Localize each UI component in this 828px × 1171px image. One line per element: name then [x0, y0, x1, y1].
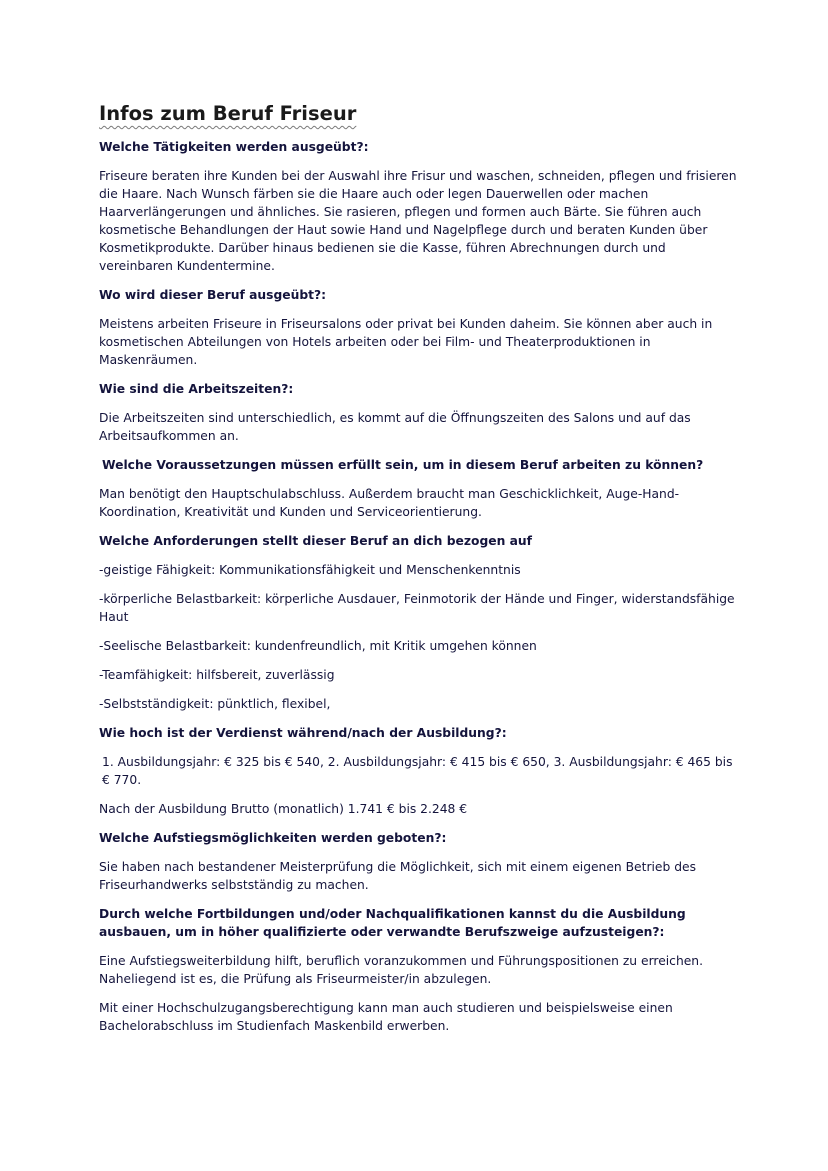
answer-activities: Friseure beraten ihre Kunden bei der Auswahl ihre Frisur und waschen, schneiden, pflegen und frisieren die Haare. Nach Wunsch färben sie die Haare auch oder legen Dauerwellen oder machen Haarverlängerungen und ähnliches. Sie rasieren, pflegen und formen auch Bärte. Sie führen auch kosmetische Behandlungen der Haut sowie Hand und Nagelpflege durch und beraten Kunden über Kosmetikprodukte. Darüber hinaus bedienen sie die Kasse, führen Abrechnungen durch und vereinbaren Kundentermine.	[99, 169, 737, 273]
answer-salary-after: Nach der Ausbildung Brutto (monatlich) 1.741 € bis 2.248 €	[99, 802, 468, 816]
question-salary: Wie hoch ist der Verdienst während/nach der Ausbildung?:	[99, 726, 507, 740]
demand-teamwork: -Teamfähigkeit: hilfsbereit, zuverlässig	[99, 668, 335, 682]
question-further-training: Durch welche Fortbildungen und/oder Nachqualifikationen kannst du die Ausbildung ausbauen, um in höher qualifizierte oder verwandte Berufszweige aufzusteigen?:	[99, 907, 686, 939]
answer-salary-training: 1. Ausbildungsjahr: € 325 bis € 540, 2. Ausbildungsjahr: € 415 bis € 650, 3. Ausbildungsjahr: € 465 bis € 770.	[102, 755, 733, 787]
document-page	[99, 100, 739, 1046]
question-career: Welche Aufstiegsmöglichkeiten werden geboten?:	[99, 831, 447, 845]
answer-further-training-2: Mit einer Hochschulzugangsberechtigung kann man auch studieren und beispielsweise einen Bachelorabschluss im Studienfach Maskenbild erwerben.	[99, 1001, 673, 1033]
question-working-hours: Wie sind die Arbeitszeiten?:	[99, 382, 294, 396]
answer-career: Sie haben nach bestandener Meisterprüfung die Möglichkeit, sich mit einem eigenen Betrieb des Friseurhandwerks selbstständig zu machen.	[99, 860, 696, 892]
answer-working-hours: Die Arbeitszeiten sind unterschiedlich, es kommt auf die Öffnungszeiten des Salons und auf das Arbeitsaufkommen an.	[99, 411, 691, 443]
page-title: Infos zum Beruf Friseur	[99, 102, 357, 125]
answer-workplace: Meistens arbeiten Friseure in Friseursalons oder privat bei Kunden daheim. Sie können aber auch in kosmetischen Abteilungen von Hotels arbeiten oder bei Film- und Theaterproduktionen in Maskenräumen.	[99, 317, 713, 367]
demand-independence: -Selbstständigkeit: pünktlich, flexibel,	[99, 697, 331, 711]
question-requirements: Welche Voraussetzungen müssen erfüllt sein, um in diesem Beruf arbeiten zu können?	[102, 458, 704, 472]
demand-emotional: -Seelische Belastbarkeit: kundenfreundlich, mit Kritik umgehen können	[99, 639, 537, 653]
answer-further-training-1: Eine Aufstiegsweiterbildung hilft, beruflich voranzukommen und Führungspositionen zu erreichen. Naheliegend ist es, die Prüfung als Friseurmeister/in abzulegen.	[99, 954, 703, 986]
demand-physical: -körperliche Belastbarkeit: körperliche Ausdauer, Feinmotorik der Hände und Finger, widerstandsfähige Haut	[99, 592, 735, 624]
question-demands: Welche Anforderungen stellt dieser Beruf an dich bezogen auf	[99, 534, 533, 548]
question-workplace: Wo wird dieser Beruf ausgeübt?:	[99, 288, 327, 302]
question-activities: Welche Tätigkeiten werden ausgeübt?:	[99, 140, 369, 154]
answer-requirements: Man benötigt den Hauptschulabschluss. Außerdem braucht man Geschicklichkeit, Auge-Hand-Koordination, Kreativität und Kunden und Serviceorientierung.	[99, 487, 680, 519]
demand-mental: -geistige Fähigkeit: Kommunikationsfähigkeit und Menschenkenntnis	[99, 563, 521, 577]
